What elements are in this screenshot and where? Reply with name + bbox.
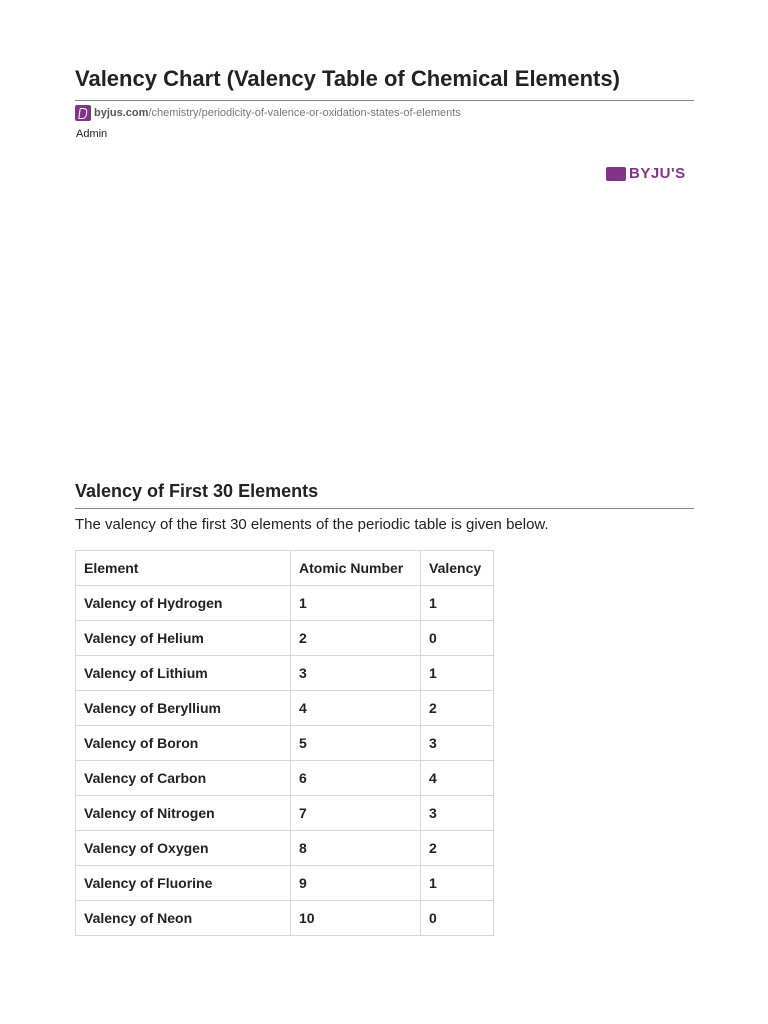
table-row (76, 726, 494, 761)
source-path: /chemistry/periodicity-of-valence-or-oxidation-states-of-elements (148, 107, 461, 119)
cell-element: Valency of Boron (76, 726, 291, 761)
table-row (76, 901, 494, 936)
cell-atomic-number: 7 (291, 796, 421, 831)
valency-table (75, 550, 494, 936)
cell-element: Valency of Hydrogen (76, 586, 291, 621)
section-title: Valency of First 30 Elements (75, 481, 319, 501)
table-row (76, 691, 494, 726)
cell-element: Valency of Fluorine (76, 866, 291, 901)
cell-valency: 3 (421, 726, 494, 761)
table-row (76, 621, 494, 656)
cell-atomic-number: 1 (291, 586, 421, 621)
source-link[interactable] (75, 105, 461, 121)
brand-mark-icon (606, 167, 626, 181)
table-row (76, 831, 494, 866)
table-row (76, 796, 494, 831)
author-name: Admin (76, 128, 108, 140)
table-header-row (76, 551, 494, 586)
cell-valency: 1 (421, 656, 494, 691)
brand-text: BYJU'S (629, 165, 686, 182)
cell-valency: 4 (421, 761, 494, 796)
table-row (76, 586, 494, 621)
header-atomic-number: Atomic Number (291, 551, 421, 586)
cell-valency: 2 (421, 691, 494, 726)
cell-valency: 1 (421, 586, 494, 621)
cell-valency: 0 (421, 621, 494, 656)
header-valency: Valency (421, 551, 494, 586)
cell-atomic-number: 8 (291, 831, 421, 866)
cell-element: Valency of Nitrogen (76, 796, 291, 831)
cell-valency: 2 (421, 831, 494, 866)
cell-element: Valency of Lithium (76, 656, 291, 691)
section-divider (75, 508, 694, 509)
article-title: Valency Chart (Valency Table of Chemical Elements) (75, 66, 620, 91)
cell-atomic-number: 6 (291, 761, 421, 796)
table-row (76, 866, 494, 901)
cell-valency: 0 (421, 901, 494, 936)
byjus-logo-icon (75, 105, 91, 121)
header-element: Element (76, 551, 291, 586)
cell-atomic-number: 5 (291, 726, 421, 761)
cell-element: Valency of Neon (76, 901, 291, 936)
section-intro: The valency of the first 30 elements of the periodic table is given below. (75, 516, 549, 533)
cell-element: Valency of Beryllium (76, 691, 291, 726)
cell-atomic-number: 3 (291, 656, 421, 691)
cell-element: Valency of Helium (76, 621, 291, 656)
cell-valency: 1 (421, 866, 494, 901)
table-row (76, 656, 494, 691)
cell-element: Valency of Carbon (76, 761, 291, 796)
source-domain: byjus.com (94, 107, 149, 119)
cell-element: Valency of Oxygen (76, 831, 291, 866)
cell-atomic-number: 4 (291, 691, 421, 726)
cell-atomic-number: 2 (291, 621, 421, 656)
cell-valency: 3 (421, 796, 494, 831)
table-row (76, 761, 494, 796)
cell-atomic-number: 9 (291, 866, 421, 901)
title-divider (75, 100, 694, 101)
cell-atomic-number: 10 (291, 901, 421, 936)
brand-logo (606, 162, 686, 182)
